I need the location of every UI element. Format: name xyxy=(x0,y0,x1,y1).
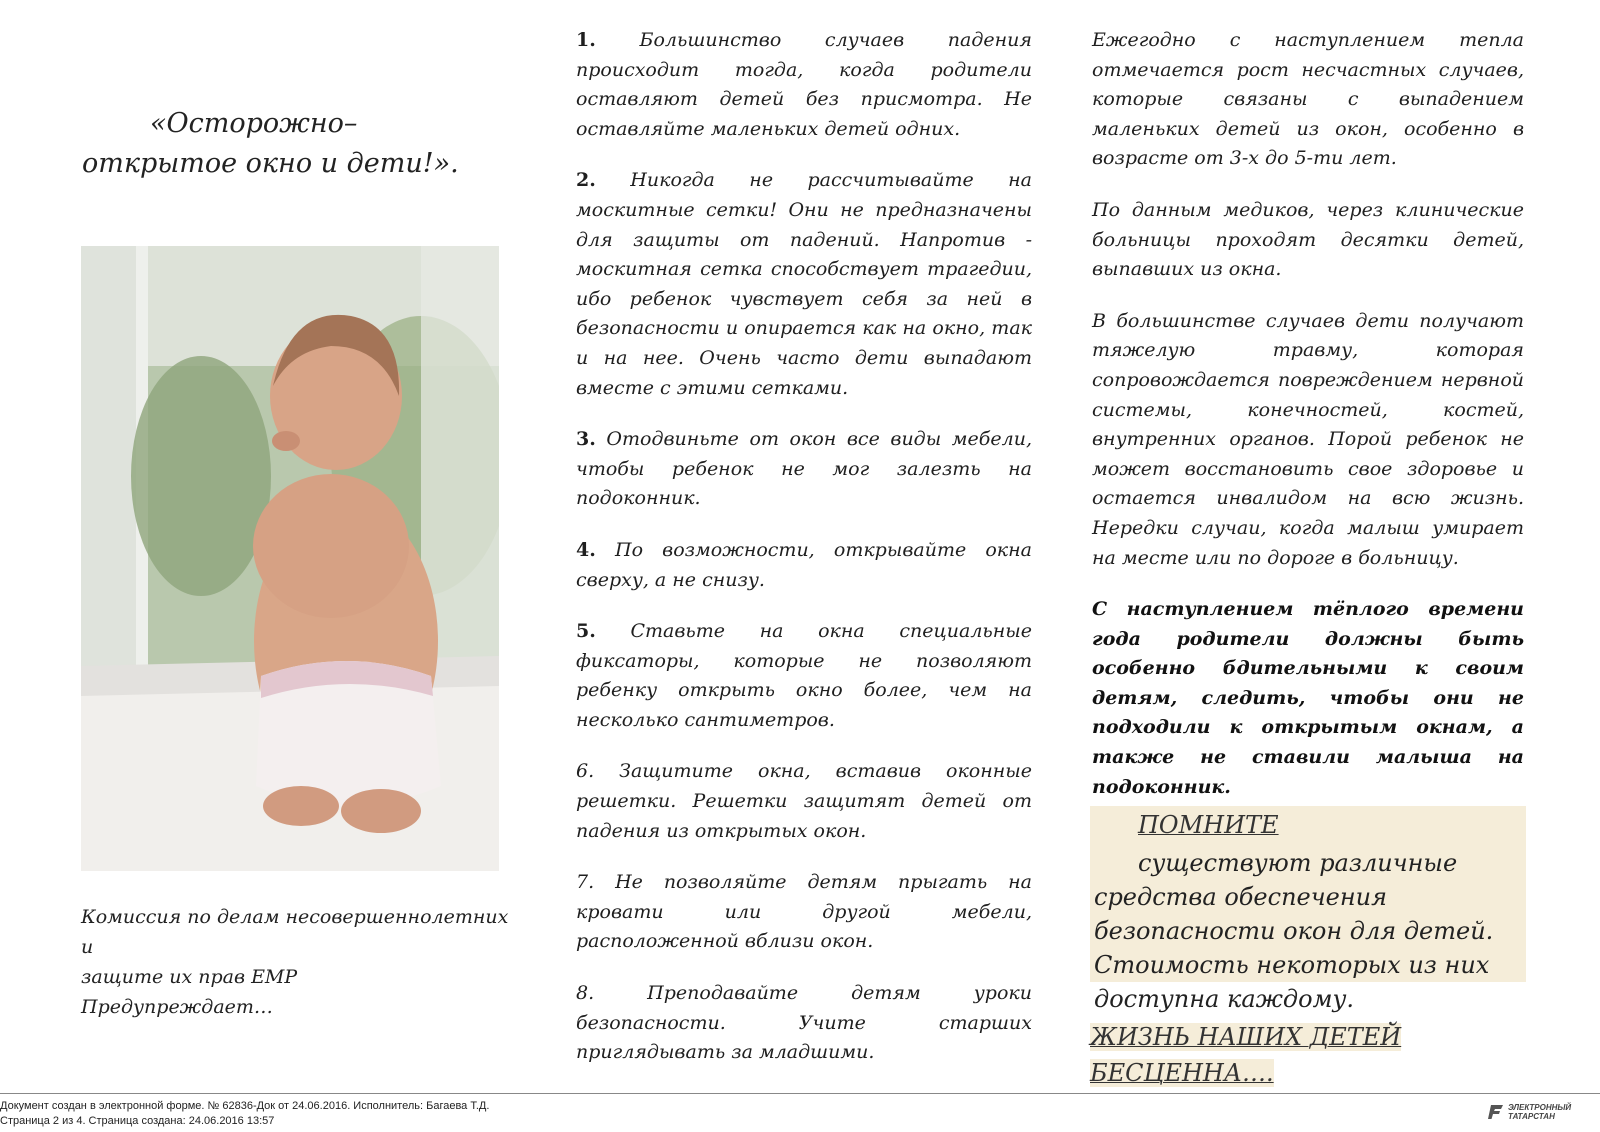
remember-box xyxy=(1090,806,1526,1013)
tip-text: 8. Преподавайте детям уроки безопасности. Учите старших приглядывать за младшими. xyxy=(576,982,1032,1064)
tip-number: 3. xyxy=(576,428,596,451)
document-footer xyxy=(0,1099,489,1129)
tip-item xyxy=(576,757,1032,846)
remember-heading: ПОМНИТЕ xyxy=(1138,811,1279,839)
slogan-line: БЕСЦЕННА…. xyxy=(1090,1059,1274,1087)
statistics-paragraph: Ежегодно с наступлением тепла отмечается рост несчастных случаев, которые связаны с выпадением маленьких детей из окон, особенно в возрасте от 3-х до 5-ти лет. xyxy=(1092,29,1524,170)
footer-line-1: Документ создан в электронной форме. № 62836-Док от 24.06.2016. Исполнитель: Багаева Т.Д. xyxy=(0,1100,490,1112)
tip-item xyxy=(576,868,1032,957)
tip-number: 1. xyxy=(576,29,596,51)
statistics-column xyxy=(1092,26,1524,824)
statistics-paragraph: В большинстве случаев дети получают тяжелую травму, которая сопровождается повреждением нервной системы, конечностей, костей, внутренних органов. Порой ребенок не может восстановить свое здоровье и остается инвалидом на всю жизнь. Нередки случаи, когда малыш умирает на месте или по дороге в больницу. xyxy=(1092,309,1524,569)
tip-item xyxy=(576,26,1032,144)
organization-line: защите их прав ЕМР xyxy=(81,966,298,988)
tip-item xyxy=(576,425,1032,514)
tip-text: 7. Не позволяйте детям прыгать на кровати или другой мебели, расположенной вблизи окон. xyxy=(576,871,1032,953)
statistics-paragraph: По данным медиков, через клинические больницы проходят десятки детей, выпавших из окна. xyxy=(1092,198,1524,281)
closing-slogan xyxy=(1090,1019,1420,1091)
slogan-line: ЖИЗНЬ НАШИХ ДЕТЕЙ xyxy=(1090,1023,1402,1051)
tip-item xyxy=(576,166,1032,403)
tip-text: Большинство случаев падения происходит тогда, когда родители оставляют детей без присмотра. Не оставляйте маленьких детей одних. xyxy=(576,29,1032,140)
tip-number: 5. xyxy=(576,620,596,643)
tip-text: Отодвиньте от окон все виды мебели, чтобы ребенок не мог залезть на подоконник. xyxy=(576,428,1032,510)
page-title: «Осторожно– открытое окно и дети!». xyxy=(82,108,459,179)
child-at-window-photo xyxy=(81,246,499,871)
tip-item xyxy=(576,617,1032,735)
tip-text: Ставьте на окна специальные фиксаторы, которые не позволяют ребенку открыть окно более, чем на несколько сантиметров. xyxy=(576,620,1032,731)
warning-paragraph: С наступлением тёплого времени года родители должны быть особенно бдительными к своим детям, следить, чтобы они не подходили к открытым окнам, а также не ставили малыша на подоконник. xyxy=(1092,598,1524,798)
tip-text: Никогда не рассчитывайте на москитные сетки! Они не предназначены для защиты от падений. Напротив - москитная сетка способствует трагедии, ибо ребенок чувствует себя за ней в безопасности и опирается как на окно, так и на нее. Очень часто дети выпадают вместе с этими сетками. xyxy=(576,169,1032,399)
organization-line: Предупреждает… xyxy=(81,996,273,1018)
tip-number: 4. xyxy=(576,538,596,561)
organization-line: Комиссия по делам несовершеннолетних и xyxy=(81,906,509,958)
tip-number: 2. xyxy=(576,169,596,192)
tip-text: По возможности, открывайте окна сверху, а не снизу. xyxy=(576,538,1032,591)
electronic-tatarstan-logo xyxy=(1488,1100,1588,1124)
logo-mark-icon xyxy=(1488,1103,1504,1121)
remember-body: существуют различные средства обеспечения безопасности окон для детей. Стоимость некоторых из них доступна каждому. xyxy=(1094,849,1494,1013)
footer-divider xyxy=(0,1093,1600,1094)
logo-line-1: ЭЛЕКТРОННЫЙ xyxy=(1508,1103,1572,1112)
tip-item xyxy=(576,979,1032,1068)
safety-tips-list xyxy=(576,26,1032,1090)
logo-line-2: ТАТАРСТАН xyxy=(1508,1112,1555,1121)
footer-line-2: Страница 2 из 4. Страница создана: 24.06.2016 13:57 xyxy=(0,1115,275,1127)
tip-text: 6. Защитите окна, вставив оконные решетки. Решетки защитят детей от падения из открытых окон. xyxy=(576,760,1032,842)
organization-signature xyxy=(81,902,521,1022)
tip-item xyxy=(576,536,1032,595)
